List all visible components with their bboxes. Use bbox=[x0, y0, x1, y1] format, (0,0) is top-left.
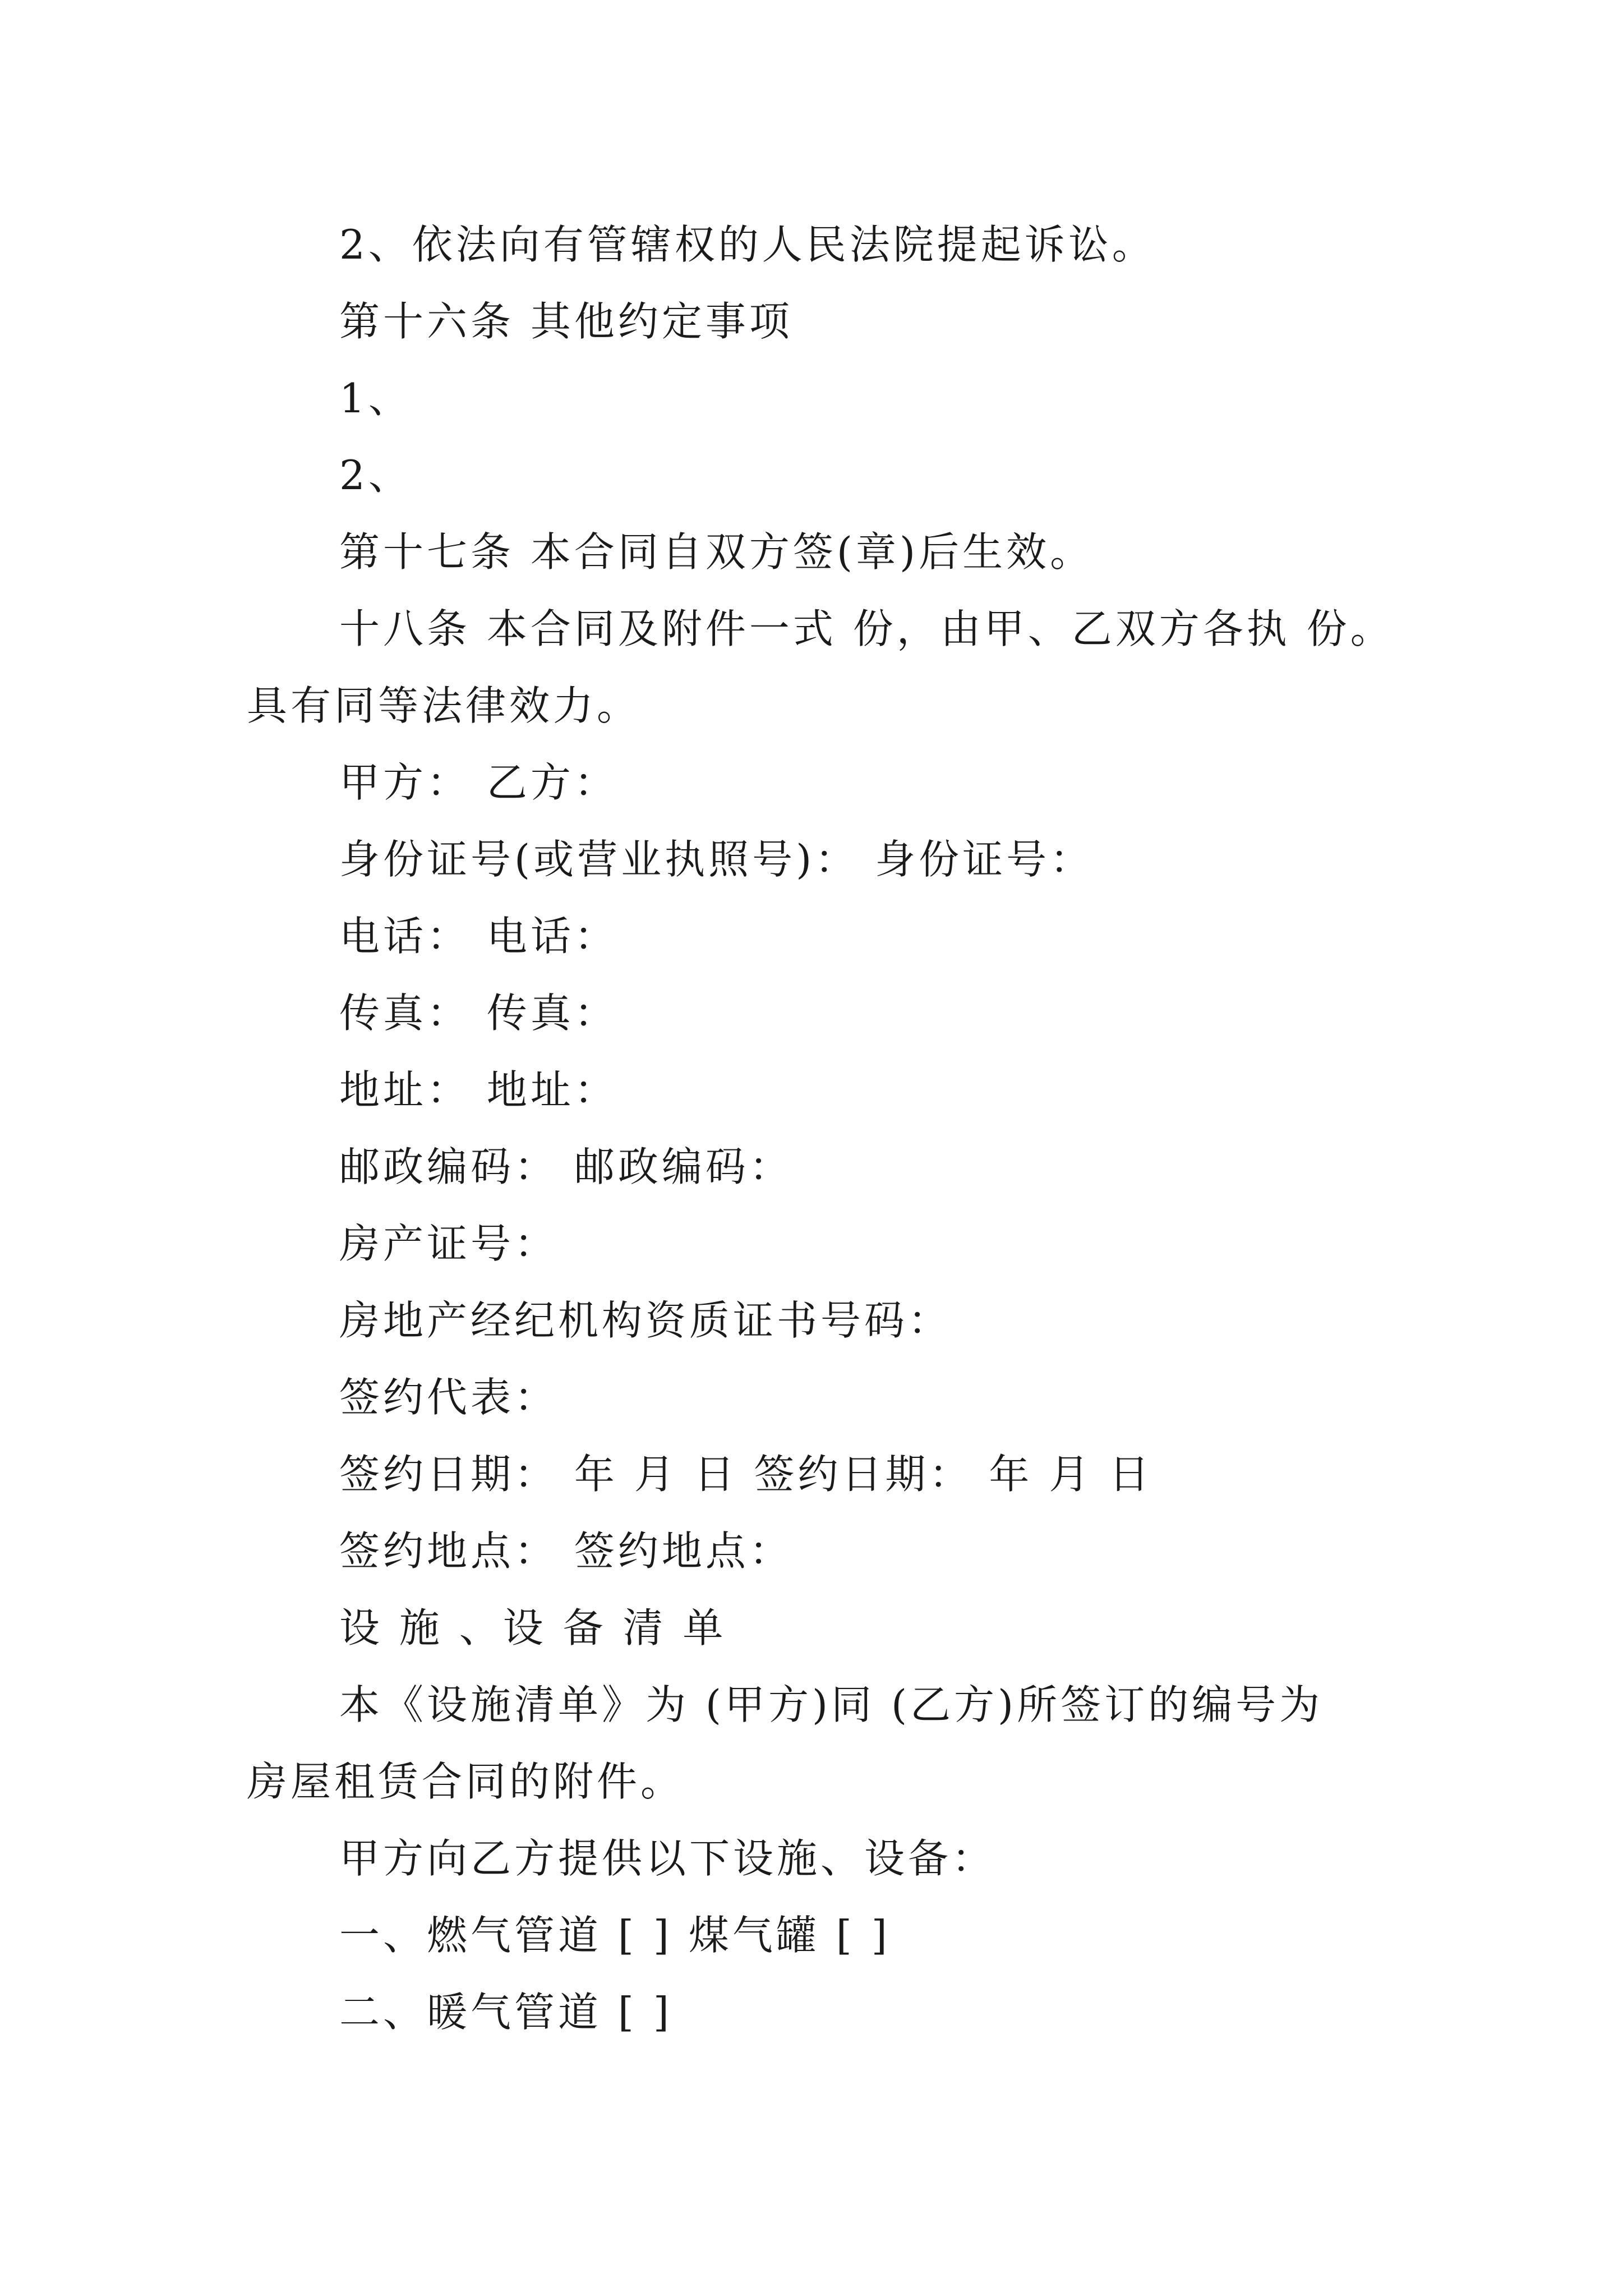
signing-date-labels: 签约日期： 年 月 日 签约日期： 年 月 日 bbox=[339, 1451, 1153, 1498]
property-cert-label: 房产证号： bbox=[339, 1220, 559, 1267]
id-number-labels: 身份证号(或营业执照号)： 身份证号： bbox=[339, 836, 1094, 883]
facility-item-gas: 一、燃气管道 [ ] 煤气罐 [ ] bbox=[339, 1912, 891, 1959]
article-18-text: 十八条 本合同及附件一式 份，由甲、乙双方各执 份。 bbox=[339, 605, 1394, 652]
signing-place-labels: 签约地点： 签约地点： bbox=[339, 1527, 793, 1575]
facilities-provided-line: 甲方向乙方提供以下设施、设备： bbox=[339, 1835, 996, 1882]
article-16-item-2: 2、 bbox=[339, 452, 412, 499]
article-16-heading: 第十六条 其他约定事项 bbox=[339, 298, 793, 345]
signing-representative-label: 签约代表： bbox=[339, 1374, 559, 1421]
address-labels: 地址： 地址： bbox=[339, 1066, 618, 1114]
facilities-list-intro: 本《设施清单》为 (甲方)同 (乙方)所签订的编号为 bbox=[339, 1681, 1324, 1728]
article-17-text: 第十七条 本合同自双方签(章)后生效。 bbox=[339, 528, 1094, 576]
article-18-continuation: 具有同等法律效力。 bbox=[247, 682, 641, 729]
facility-item-heating: 二、暖气管道 [ ] bbox=[339, 1989, 672, 2036]
agency-cert-label: 房地产经纪机构资质证书号码： bbox=[339, 1297, 952, 1344]
clause-line-lawsuit: 2、依法向有管辖权的人民法院提起诉讼。 bbox=[339, 221, 1156, 268]
fax-labels: 传真： 传真： bbox=[339, 990, 618, 1037]
phone-labels: 电话： 电话： bbox=[339, 913, 618, 960]
party-labels: 甲方： 乙方： bbox=[339, 759, 618, 806]
facilities-list-intro-continuation: 房屋租赁合同的附件。 bbox=[247, 1758, 685, 1805]
article-16-item-1: 1、 bbox=[339, 375, 412, 422]
postal-code-labels: 邮政编码： 邮政编码： bbox=[339, 1143, 793, 1190]
facilities-list-heading: 设 施 、设 备 清 单 bbox=[339, 1604, 727, 1651]
